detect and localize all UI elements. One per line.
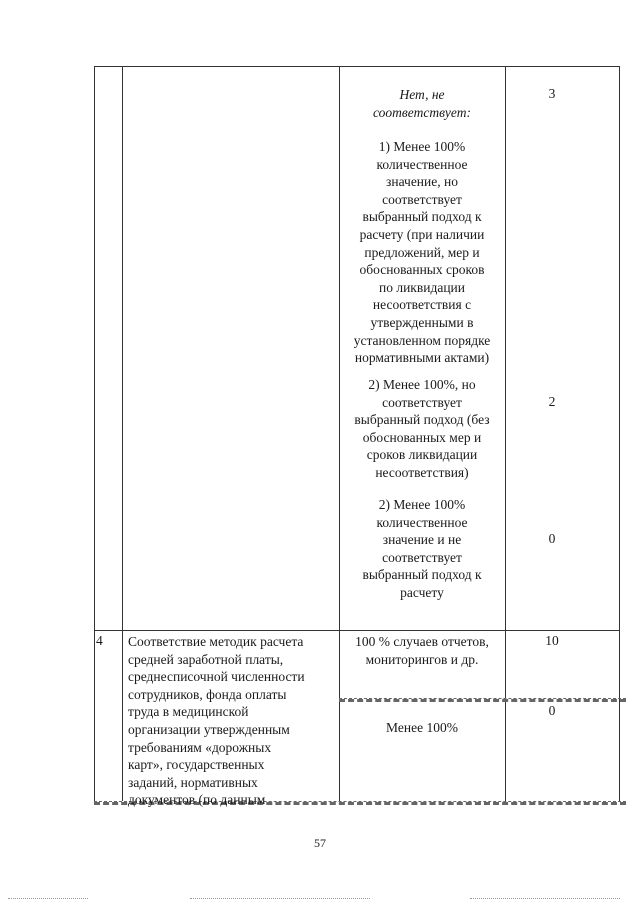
row-separator [94, 630, 620, 631]
table-top-border [94, 66, 620, 67]
row4-criteria-1: 100 % случаев отчетов, мониторингов и др. [355, 634, 489, 667]
row3-criteria-option-1: 1) Менее 100% количественное значение, но соответствует выбранный подход к расчету (при наличии предложений, мер и обоснованных сроков по ликвидации несоответствия с утвержденными в установленном порядке нормативными актами) [353, 139, 491, 366]
row4-number: 4 [96, 633, 103, 648]
column-divider-3 [505, 66, 506, 801]
row3-score-1: 3 [548, 86, 556, 101]
column-divider-1 [122, 66, 123, 801]
table-right-border [619, 66, 620, 801]
row3-criteria-heading: Нет, не соответствует: [373, 87, 471, 120]
scan-artifact-bottom-right [470, 898, 620, 899]
row4-indicator: Соответствие методик расчета средней заработной платы, среднесписочной численности сотрудников, фонда оплаты труда в медицинской организации утвержденным требованиям «дорожных карт», государственных заданий, нормативных документов (по данным [128, 634, 305, 808]
row3-criteria-option-2: 2) Менее 100%, но соответствует выбранный подход (без обоснованных мер и сроков ликвидации несоответствия) [354, 377, 490, 480]
row3-score-3: 0 [548, 531, 556, 546]
row4-score-2: 0 [548, 703, 556, 718]
row3-criteria-option-3: 2) Менее 100% количественное значение и не соответствует выбранный подход к расчету [362, 497, 482, 600]
row4-score-1: 10 [545, 633, 559, 648]
row3-score-2: 2 [548, 394, 556, 409]
row4-criteria-2: Менее 100% [386, 720, 458, 735]
table-left-border [94, 66, 95, 801]
row4-subrow-separator [339, 698, 626, 702]
scan-artifact-bottom-left [8, 898, 88, 899]
page-number: 57 [314, 836, 326, 850]
scan-artifact-bottom-mid [190, 898, 370, 899]
